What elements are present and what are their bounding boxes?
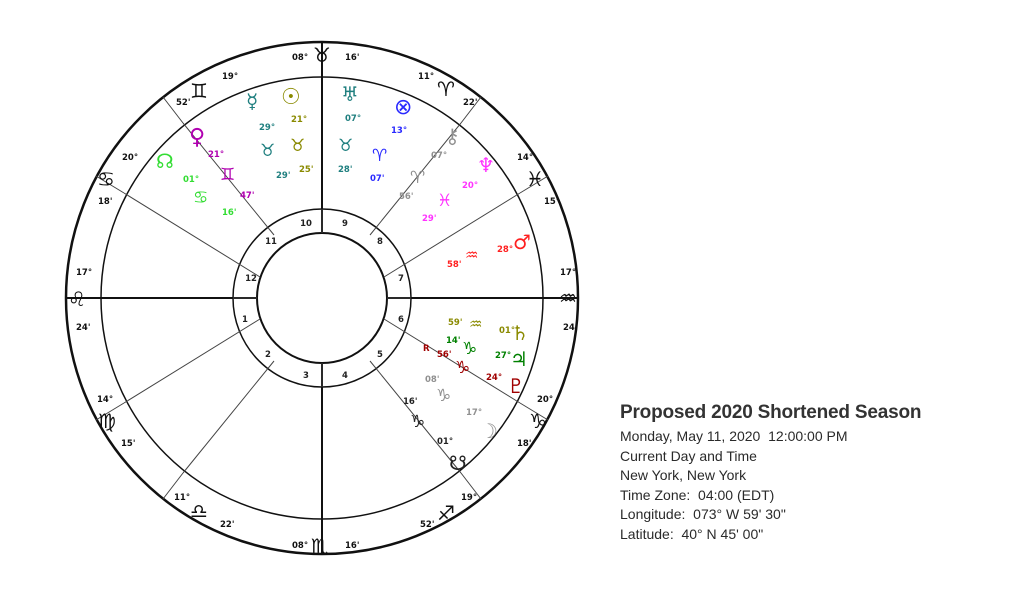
pluto-icon: ♇: [507, 374, 525, 398]
mercury-sign-icon: ♉: [260, 141, 276, 161]
pluto-sign-icon: ♑: [455, 358, 471, 378]
venus-sign-icon: ♊: [220, 165, 236, 185]
pluto-minutes: 56': [437, 350, 452, 360]
house-number-2: 2: [265, 350, 271, 360]
jupiter-degree: 27°: [495, 351, 512, 361]
cusp2-degree: 14°: [97, 395, 114, 405]
cancer-sign-icon: ♋: [97, 167, 115, 191]
sun-minutes: 25': [299, 165, 314, 175]
cusp11-minutes: 52': [176, 98, 191, 108]
moon-degree: 17°: [466, 408, 483, 418]
uranus-placement: [338, 82, 361, 175]
mars-degree: 28°: [497, 245, 514, 255]
saturn-icon: ♄: [511, 321, 529, 345]
neptune-icon: ♆: [477, 153, 495, 177]
saturn-degree: 01°: [499, 326, 516, 336]
libra-sign-icon: ♎: [190, 499, 208, 523]
neptune-minutes: 29': [422, 214, 437, 224]
moon-icon: ☽: [480, 419, 498, 443]
house-number-10: 10: [300, 219, 312, 229]
planets: [156, 82, 534, 475]
chart-latitude: Latitude: 40° N 45' 00": [620, 525, 764, 542]
venus-icon: ♀: [189, 125, 206, 150]
moon-placement: [425, 375, 498, 443]
house-numbers: [242, 219, 404, 381]
sun-degree: 21°: [291, 115, 308, 125]
aquarius-sign-icon: ♒: [559, 286, 577, 310]
chart-datetime: Monday, May 11, 2020 12:00:00 PM: [620, 428, 848, 444]
moon-sign-icon: ♑: [436, 386, 452, 406]
house-number-1: 1: [242, 315, 248, 325]
cusp6-degree: 20°: [537, 395, 554, 405]
south-node-icon: ☋: [449, 451, 467, 475]
virgo-sign-icon: ♍: [98, 409, 116, 433]
pluto-retrograde-marker: R: [423, 344, 430, 354]
cusp5-minutes: 52': [420, 520, 435, 530]
scorpio-sign-icon: ♏: [311, 534, 329, 558]
cusp5-degree: 19°: [461, 493, 478, 503]
uranus-icon: ♅: [341, 82, 359, 106]
house-number-4: 4: [342, 371, 348, 381]
house-number-8: 8: [377, 237, 383, 247]
cusp6-minutes: 18': [517, 439, 532, 449]
cusp8-degree: 14°: [517, 153, 534, 163]
chart-location: New York, New York: [620, 467, 747, 483]
mercury-minutes: 29': [276, 171, 291, 181]
jupiter-sign-icon: ♑: [462, 339, 478, 359]
saturn-sign-icon: ♒: [469, 315, 483, 333]
chiron-degree: 07°: [431, 151, 448, 161]
house-number-6: 6: [398, 315, 404, 325]
south-node-sign-icon: ♑: [410, 412, 426, 432]
moon-minutes: 08': [425, 375, 440, 385]
chart-title: Proposed 2020 Shortened Season: [620, 402, 922, 423]
part-of-fortune-placement: [370, 95, 412, 184]
cusp12-degree: 20°: [122, 153, 139, 163]
cusp11-degree: 19°: [222, 72, 239, 82]
house-number-3: 3: [303, 371, 309, 381]
cusp3-degree: 11°: [174, 493, 191, 503]
chart-mode: Current Day and Time: [620, 447, 757, 464]
house-number-9: 9: [342, 219, 348, 229]
uranus-minutes: 28': [338, 165, 353, 175]
taurus-sign-icon: ♉: [313, 43, 331, 67]
ic-minutes: 16': [345, 541, 360, 551]
part-of-fortune-icon: ⊗: [394, 95, 413, 120]
venus-minutes: 47': [240, 191, 255, 201]
south-node-placement: [403, 397, 467, 475]
sagittarius-sign-icon: ♐: [437, 501, 455, 525]
chiron-icon: ⚷: [445, 124, 460, 148]
house-number-11: 11: [265, 237, 277, 247]
mercury-icon: ☿: [246, 89, 259, 113]
venus-degree: 21°: [208, 150, 225, 160]
chiron-sign-icon: ♈: [410, 168, 426, 188]
gemini-sign-icon: ♊: [190, 79, 208, 103]
dsc-minutes: 24': [563, 323, 578, 333]
neptune-degree: 20°: [462, 181, 479, 191]
uranus-degree: 07°: [345, 114, 362, 124]
saturn-minutes: 59': [448, 318, 463, 328]
sun-sign-icon: ♉: [290, 136, 306, 156]
neptune-placement: [422, 153, 495, 224]
part-of-fortune-minutes: 07': [370, 174, 385, 184]
dsc-degree: 17°: [560, 268, 577, 278]
neptune-sign-icon: ♓: [437, 191, 453, 211]
asc-minutes: 24': [76, 323, 91, 333]
mars-minutes: 58': [447, 260, 462, 270]
center-circle: [257, 233, 387, 363]
mars-icon: ♂: [513, 230, 531, 254]
cusp2-minutes: 15': [121, 439, 136, 449]
mc-degree: 08°: [292, 53, 309, 63]
sun-placement: [281, 85, 313, 175]
part-of-fortune-sign-icon: ♈: [372, 146, 388, 166]
sun-icon: ☉: [281, 85, 301, 110]
cusp12-minutes: 18': [98, 197, 113, 207]
mc-minutes: 16': [345, 53, 360, 63]
pluto-degree: 24°: [486, 373, 503, 383]
mars-placement: [447, 230, 531, 270]
house-number-7: 7: [398, 274, 404, 284]
north-node-icon: ☊: [156, 149, 174, 173]
cusp3-minutes: 22': [220, 520, 235, 530]
north-node-degree: 01°: [183, 175, 200, 185]
house-number-ring: [233, 209, 411, 387]
leo-sign-icon: ♌: [68, 287, 86, 311]
chart-info-panel: [620, 402, 921, 544]
asc-degree: 17°: [76, 268, 93, 278]
mercury-degree: 29°: [259, 123, 276, 133]
north-node-minutes: 16': [222, 208, 237, 218]
mars-sign-icon: ♒: [465, 246, 479, 264]
chart-longitude: Longitude: 073° W 59' 30": [620, 506, 786, 522]
pisces-sign-icon: ♓: [526, 167, 544, 191]
house-number-5: 5: [377, 350, 383, 360]
house-number-12: 12: [245, 274, 257, 284]
chiron-minutes: 56': [399, 192, 414, 202]
cusp9-minutes: 22': [463, 98, 478, 108]
uranus-sign-icon: ♉: [338, 136, 354, 156]
jupiter-icon: ♃: [510, 347, 528, 371]
cusp9-degree: 11°: [418, 72, 435, 82]
south-node-degree: 01°: [437, 437, 454, 447]
capricorn-sign-icon: ♑: [529, 409, 547, 433]
ic-degree: 08°: [292, 541, 309, 551]
south-node-minutes: 16': [403, 397, 418, 407]
chart-timezone: Time Zone: 04:00 (EDT): [620, 486, 775, 503]
north-node-sign-icon: ♋: [193, 188, 209, 208]
aries-sign-icon: ♈: [437, 77, 455, 101]
part-of-fortune-degree: 13°: [391, 126, 408, 136]
cusp8-minutes: 15': [544, 197, 559, 207]
jupiter-minutes: 14': [446, 336, 461, 346]
